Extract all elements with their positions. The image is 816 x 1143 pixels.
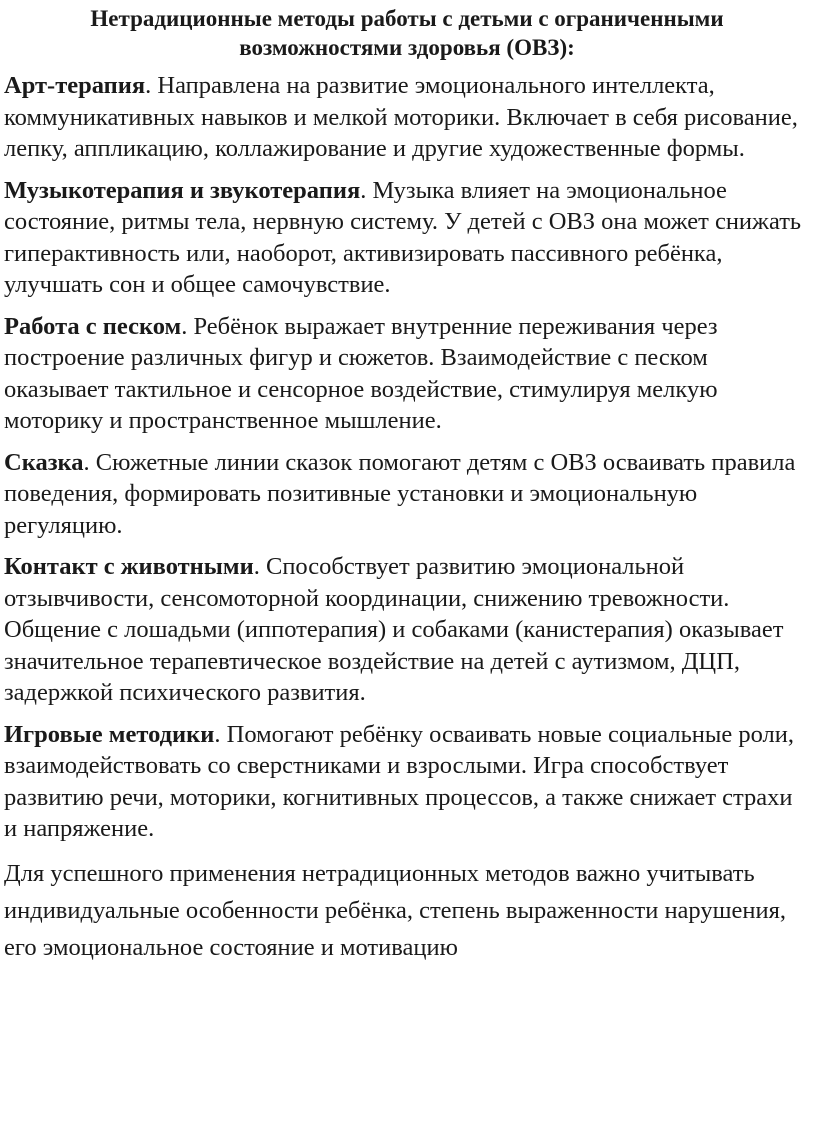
section-music-therapy (4, 175, 810, 301)
section-art-therapy (4, 70, 810, 165)
section-term: Арт-терапия (4, 72, 146, 99)
section-fairy-tale (4, 447, 810, 542)
section-text: . Ребёнок выражает внутренние переживания через построение различных фигур и сюжетов. Взаимодействие с песком оказывает тактильное и сенсорное воздействие, стимулируя мелкую моторику и пространственное мышление. (4, 312, 718, 434)
section-term: Работа с песком (4, 312, 182, 340)
section-game-methods (4, 719, 810, 845)
section-animal-contact (4, 551, 810, 709)
section-term: Музыкотерапия и звукотерапия (4, 176, 361, 204)
section-term: Игровые методики (4, 720, 215, 748)
section-text: . Музыка влияет на эмоциональное состояние, ритмы тела, нервную систему. У детей с ОВЗ она может снижать гиперактивность или, наоборот, активизировать пассивного ребёнка, улучшать сон и общее самочувствие. (4, 176, 802, 298)
section-text: . Сюжетные линии сказок помогают детям с ОВЗ осваивать правила поведения, формировать позитивные установки и эмоциональную регуляцию. (4, 448, 796, 539)
document-title: Нетрадиционные методы работы с детьми с ограниченными возможностями здоровья (ОВЗ): (90, 6, 724, 60)
section-term: Контакт с животными (4, 553, 254, 580)
section-sand-work (4, 311, 810, 437)
section-term: Сказка (4, 448, 84, 476)
section-text: . Помогают ребёнку осваивать новые социальные роли, взаимодействовать со сверстниками и взрослыми. Игра способствует развитию речи, моторики, когнитивных процессов, а также снижает страхи и напряжение. (4, 720, 794, 842)
section-text: . Направлена на развитие эмоционального интеллекта, коммуникативных навыков и мелкой моторики. Включает в себя рисование, лепку, аппликацию, коллажирование и другие художественные формы. (4, 72, 798, 162)
document-page (0, 4, 816, 1143)
closing-paragraph: Для успешного применения нетрадиционных методов важно учитывать индивидуальные особенности ребёнка, степень выраженности нарушения, его эмоциональное состояние и мотивацию (4, 859, 786, 961)
section-text: . Способствует развитию эмоциональной отзывчивости, сенсомоторной координации, снижению тревожности. Общение с лошадьми (иппотерапия) и собаками (канистерапия) оказывает значительное терапевтическое воздействие на детей с аутизмом, ДЦП, задержкой психического развития. (4, 553, 784, 706)
